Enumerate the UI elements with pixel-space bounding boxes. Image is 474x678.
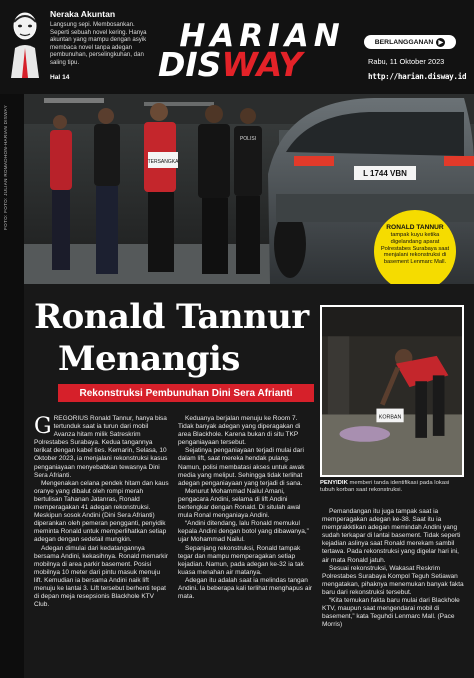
paragraph: Menurut Mohammad Nailul Amani, pengacara Andini, selama di lift Andini bertengkar dengan Ronald. Di situlah awal mula Ronal menganiaya Andini. xyxy=(178,487,301,520)
photo-callout-bubble xyxy=(374,210,456,292)
brand-logo-dis: DIS xyxy=(158,45,222,84)
masthead xyxy=(0,0,474,94)
column-title[interactable]: Neraka Akuntan xyxy=(50,9,116,19)
article-column-2 xyxy=(178,415,314,601)
columnist-caricature-icon xyxy=(6,8,44,78)
article-column-3 xyxy=(322,508,464,629)
suspect-sign: TERSANGKA xyxy=(147,159,179,165)
inset-photo xyxy=(320,305,464,477)
paragraph: Adegan itu adalah saat ia melindas tangan Andini. Ia beberapa kali terlihat menghapus air mata. xyxy=(178,576,313,601)
paragraph: REGORIUS Ronald Tannur, hanya bisa tertunduk saat ia turun dari mobil Avanza hitam milik Satreskrim Polrestabes Surabaya. Kedua tangannya terikat dengan kabel ties. Kemarin, Selasa, 10 Oktober 2023, ia menjalani rekonstruksi kasus penganiayaan menyebabkan tewasnya Dini Sera Afrianti. xyxy=(34,415,168,479)
paragraph: Adegan dimulai dari kedatangannya bersama Andini, kekasihnya. Ronald memarkir mobilnya di area parkir basement. Posisi mobilnya 10 meter dari pintu masuk menuju lift. Kemudian ia bersama Andini naik lift menuju ke lantai 3. Lift tersebut berhenti tepat di depan meja resepsionis Blackhole KTV Club. xyxy=(34,544,169,609)
callout-title: RONALD TANNUR xyxy=(386,224,444,231)
callout-text: tampak kuyu ketika digelandang aparat Polrestabes Surabaya saat menjalani rekonstruksi di basement Lenmarc Mall. xyxy=(380,232,450,266)
brand-logo-top: HARIAN xyxy=(179,18,345,54)
column-teaser: Langsung sepi. Membosankan. Seperti sebuah novel kering. Hanya akuntan yang mampu dengan asyik membaca novel tanpa adegan pembunuhan, perselingkuhan, dan saling tipu. xyxy=(50,21,147,66)
inset-caption-text: memberi tanda identifikasi pada lokasi tubuh korban saat rekonstruksi. xyxy=(320,480,450,494)
subscribe-label: BERLANGGANAN xyxy=(374,38,434,46)
brand-logo-bottom xyxy=(158,44,358,86)
paragraph: Pemandangan itu juga tampak saat ia memperagakan adegan ke-38. Saat itu ia memprakktikan adegan memindah Andini yang sudah terkapar di lantai basement. Tidak seperti kejadian aslinya saat Ronald merekam sambil tertawa. Pada rekonstruksi yang digelar hari ini, air mata Ronald jatuh. xyxy=(322,508,461,564)
subheadline-banner: Rekonstruksi Pembunuhan Dini Sera Afrianti xyxy=(58,384,314,402)
headline-line-1[interactable]: Ronald Tannur xyxy=(34,297,309,337)
paragraph: Keduanya berjalan menuju ke Room 7. Tidak banyak adegan yang diperagakan di area Blackhole. Karena bukan di situ TKP penganiayaan tersebut. xyxy=(178,415,301,447)
paragraph: “Andini ditendang, lalu Ronald memukul kepala Andini dengan botol yang dibawanya,” ujar Mohammad Nailul. xyxy=(178,520,309,544)
arrow-right-icon: ▶ xyxy=(436,38,445,47)
car-plate: L 1744 VBN xyxy=(363,169,407,178)
inset-caption-lead: PENYIDIK xyxy=(320,480,348,486)
headline-line-2[interactable]: Menangis xyxy=(58,339,240,379)
brand-logo-way: WAY xyxy=(221,45,303,84)
victim-sign: KORBAN xyxy=(378,414,402,421)
police-vest-text: POLISI xyxy=(239,136,257,142)
inset-caption xyxy=(320,480,464,494)
photo-credit: FOTO: FOTO: JULIAN ROMADHON-HARIAN DISWAY xyxy=(3,105,8,230)
paragraph: “Kita temukan fakta baru mulai dari Blackhole KTV, maupun saat mengendarai mobil di basement,” kata Teguhdi Lenmarc Mall. (Pace Morris) xyxy=(322,597,460,629)
column-page-ref[interactable]: Hal 14 xyxy=(50,74,70,81)
paragraph: Sepanjang rekonstruksi, Ronald tampak tegar dan mampu memperagakan setiap kejadian. Namun, pada adegan ke-32 ia tak kuasa menahan air matanya. xyxy=(178,544,304,576)
drop-cap: G xyxy=(34,414,52,439)
paragraph: Sejatinya penganiayaan terjadi mulai dari dalam lift, saat mereka hendak pulang. Namun, polisi membatasi akses untuk awak media yang meliput. Sehingga tidak terlihat adegan penganiayaan yang terjadi di sana. xyxy=(178,447,305,487)
issue-date: Rabu, 11 Oktober 2023 xyxy=(368,57,445,66)
subscribe-button[interactable] xyxy=(364,35,456,49)
paragraph: Mengenakan celana pendek hitam dan kaus oranye yang dibalut oleh rompi merah bertulisan Tahanan Jatanras, Ronald memperagakan 41 adegan rekonstruksi. Meskipun sosok Andini (Dini Sera Afrianti) diperankan oleh pemeran pengganti, penyidik meminta Ronald untuk memperlihatkan setiap adegan dengan sedetail mungkin. xyxy=(34,479,169,544)
website-link[interactable]: http://harian.disway.id xyxy=(368,72,467,81)
article-column-1 xyxy=(34,415,170,609)
paragraph: Sesuai rekonstruksi, Wakasat Reskrim Polrestabes Surabaya Kompol Teguh Setiawan mengatakan, pihaknya menemukan banyak fakta baru dari rekonstruksi tersebut. xyxy=(322,564,464,596)
